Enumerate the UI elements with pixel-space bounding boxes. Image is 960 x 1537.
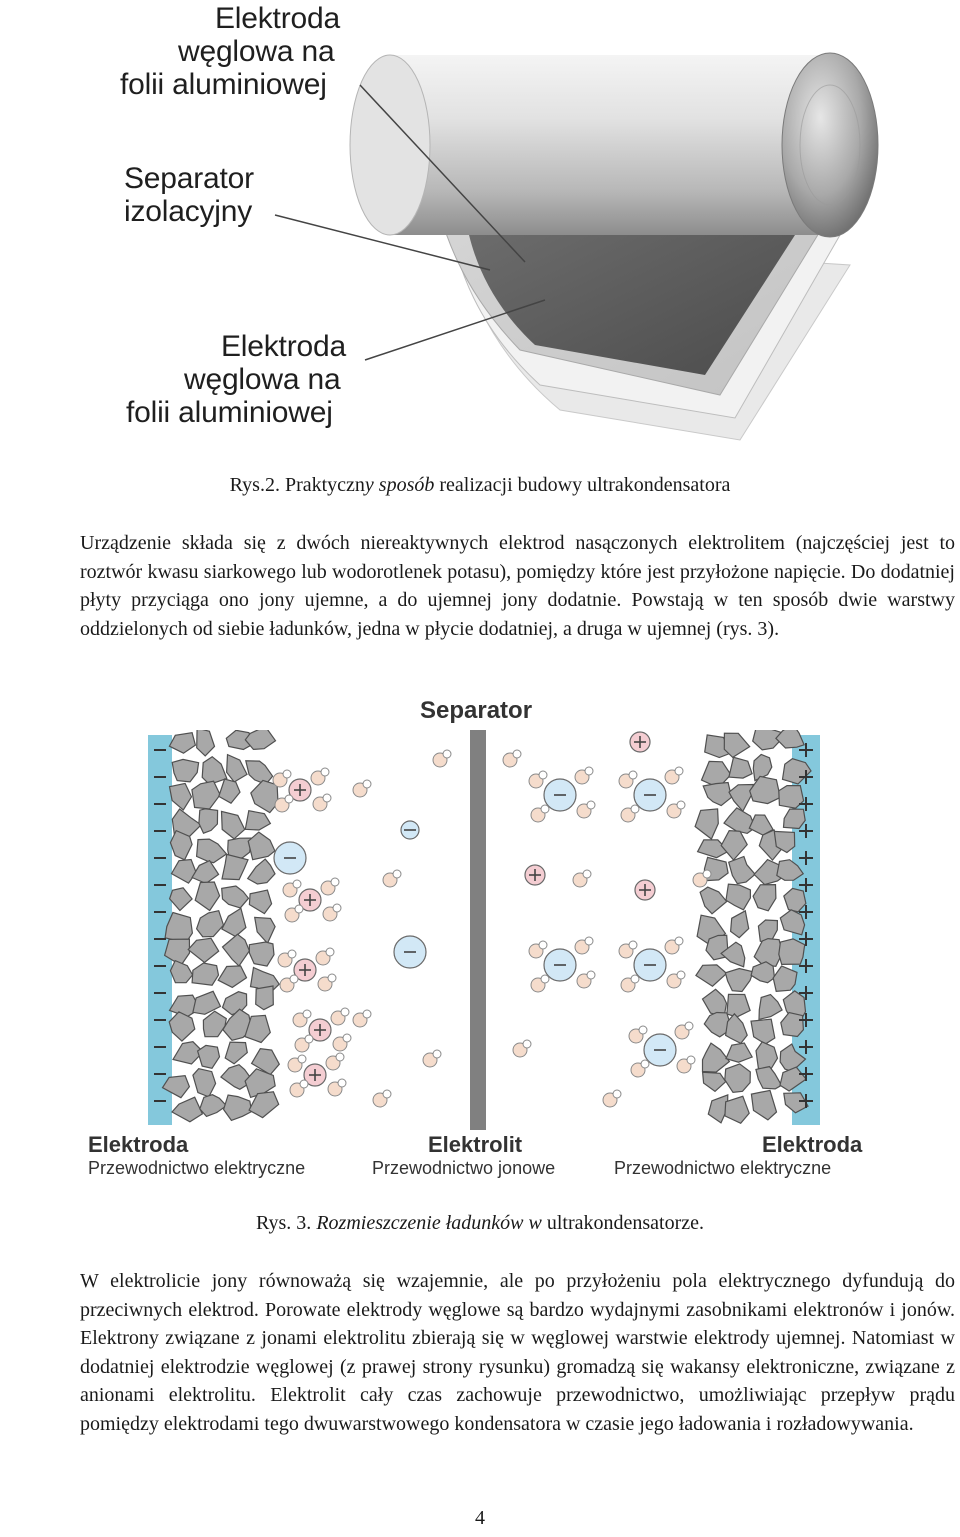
water-molecule	[383, 1090, 391, 1098]
carbon-particle-right	[759, 995, 782, 1020]
carbon-particle-right	[756, 1042, 778, 1070]
carbon-particle-left	[203, 1011, 226, 1036]
carbon-particle-right	[703, 1072, 726, 1091]
water-molecule	[583, 870, 591, 878]
separator-label: Separator	[420, 697, 533, 724]
water-molecule	[295, 905, 303, 913]
carbon-particle-right	[729, 857, 755, 884]
paragraph-intro	[5, 529, 955, 643]
carbon-particle-left	[249, 890, 271, 914]
water-molecule	[443, 750, 451, 758]
carbon-particle-left	[195, 882, 219, 911]
carbon-particle-right	[703, 783, 731, 806]
label-separator-line-2: izolacyjny	[124, 195, 253, 228]
water-molecule	[393, 870, 401, 878]
figure-2-caption	[0, 1212, 960, 1235]
water-molecule	[298, 1055, 306, 1063]
carbon-particle-right	[729, 757, 752, 778]
water-molecule	[331, 878, 339, 886]
paragraph-1-text: Urządzenie składa się z dwóch niereaktywnych elektrod nasączonych elektrolitem (najczęściej jest to roztwór kwasu siarkowego lub wodorotlenek potasu), pomiędzy które jest przyłożone napięcie. Do dodatniej płyty przyciąga ono jony ujemne, a do ujemnej jony dodatnie. Powstają w ten sposób dwie warstwy oddzielonych od siebie ładunków, jedna w płycie dodatniej, a druga w ujemnej (rys. 3).	[80, 532, 955, 640]
carbon-particle-left	[170, 961, 192, 983]
page-number: 4	[475, 1507, 485, 1529]
water-molecule	[539, 771, 547, 779]
carbon-particle-left	[218, 966, 246, 988]
carbon-particle-right	[729, 785, 753, 812]
carbon-particle-right	[751, 1019, 775, 1044]
carbon-particle-left	[193, 991, 221, 1014]
paragraph-electrolyte	[5, 1267, 955, 1439]
water-molecule	[293, 880, 301, 888]
carbon-particle-left	[197, 911, 224, 937]
water-molecule	[523, 1040, 531, 1048]
left-electrode-title: Elektroda	[88, 1132, 189, 1157]
carbon-particle-right	[779, 939, 805, 965]
carbon-particle-left	[172, 759, 198, 782]
caption-2-prefix: Rys. 3.	[255, 1212, 317, 1234]
water-molecule	[631, 805, 639, 813]
water-molecule	[541, 975, 549, 983]
carbon-particle-left	[255, 917, 275, 943]
water-molecule	[641, 1060, 649, 1068]
water-molecule	[323, 794, 331, 802]
carbon-particle-right	[727, 994, 750, 1017]
carbon-particle-right	[725, 1096, 749, 1123]
carbon-particle-left	[172, 1097, 202, 1122]
label-top-line-2: węglowa na	[178, 35, 335, 68]
carbon-particle-right	[695, 809, 718, 839]
carbon-particle-left	[197, 839, 227, 863]
carbon-particle-right	[726, 1043, 752, 1062]
water-molecule	[328, 974, 336, 982]
water-molecule	[333, 904, 341, 912]
carbon-particle-right	[724, 808, 755, 834]
carbon-particle-left	[256, 986, 274, 1010]
water-molecule	[341, 1008, 349, 1016]
water-molecule	[675, 767, 683, 775]
water-molecule	[677, 801, 685, 809]
water-molecule	[639, 1026, 647, 1034]
carbon-particle-left	[193, 1069, 216, 1097]
label-top-line-3: folii aluminiowej	[120, 68, 327, 101]
caption-2-italic: Rozmieszczenie ładunków w	[316, 1212, 542, 1234]
water-molecule	[687, 1056, 695, 1064]
carbon-particle-left	[170, 783, 192, 810]
carbon-particle-left	[224, 1095, 252, 1120]
water-molecule	[613, 1090, 621, 1098]
water-molecule	[338, 1079, 346, 1087]
caption-2-suffix: ultrakondensatorze.	[541, 1212, 705, 1234]
water-molecule	[629, 941, 637, 949]
carbon-particle-left	[219, 779, 240, 803]
water-molecule	[703, 870, 711, 878]
carbon-particle-left	[197, 730, 215, 756]
carbon-particle-right	[696, 965, 727, 986]
label-top-line-1: Elektroda	[215, 2, 340, 35]
water-molecule	[587, 801, 595, 809]
charge-distribution-diagram	[140, 730, 840, 1130]
water-molecule	[300, 1080, 308, 1088]
water-molecule	[285, 795, 293, 803]
carbon-particle-left	[202, 757, 227, 785]
water-molecule	[326, 948, 334, 956]
carbon-particle-left	[246, 761, 273, 785]
water-molecule	[541, 805, 549, 813]
water-molecule	[587, 971, 595, 979]
right-electrode-title: Elektroda	[762, 1132, 863, 1157]
label-top-electrode	[120, 2, 380, 101]
carbon-particle-left	[169, 1012, 195, 1041]
figure-charge-distribution	[140, 730, 840, 1130]
carbon-particle-left	[200, 1095, 227, 1117]
label-separator	[124, 162, 324, 228]
separator-bar	[470, 730, 486, 1130]
carbon-particle-right	[753, 885, 776, 911]
carbon-particle-right	[721, 831, 747, 860]
carbon-particle-left	[245, 811, 270, 830]
carbon-particle-right	[725, 1064, 751, 1093]
carbon-particle-right	[751, 1090, 776, 1120]
water-molecule	[513, 750, 521, 758]
figure-1-caption	[0, 474, 960, 497]
carbon-particle-left	[248, 832, 275, 860]
carbon-particle-right	[724, 733, 749, 757]
carbon-particle-left	[172, 860, 197, 884]
roll-end-cap	[782, 53, 878, 237]
carbon-particle-left	[199, 809, 218, 833]
label-bottom-line-1: Elektroda	[221, 330, 346, 363]
carbon-particle-left	[249, 942, 274, 966]
carbon-particle-right	[776, 730, 804, 748]
carbon-particle-left	[192, 963, 218, 985]
left-electrode-subtitle: Przewodnictwo elektryczne	[88, 1158, 306, 1178]
carbon-particle-left	[222, 854, 248, 879]
carbon-particle-right	[731, 911, 749, 938]
water-molecule	[539, 941, 547, 949]
water-molecule	[288, 950, 296, 958]
carbon-particle-right	[781, 1013, 804, 1037]
water-molecule	[585, 937, 593, 945]
water-molecule	[303, 1010, 311, 1018]
label-bottom-line-2: węglowa na	[184, 363, 341, 396]
electrolyte-title: Elektrolit	[428, 1132, 523, 1157]
carbon-particle-right	[726, 884, 750, 910]
carbon-particle-left	[223, 934, 250, 966]
water-molecule	[677, 971, 685, 979]
carbon-particle-left	[188, 938, 219, 962]
carbon-particle-right	[700, 887, 727, 914]
carbon-particle-left	[169, 733, 195, 754]
caption-1-italic: y sposób	[364, 474, 435, 496]
carbon-particle-right	[784, 809, 806, 829]
carbon-particle-right	[751, 962, 774, 983]
carbon-particle-left	[227, 755, 247, 782]
carbon-particle-left	[225, 1042, 247, 1064]
carbon-particle-left	[192, 781, 220, 809]
water-molecule	[433, 1050, 441, 1058]
water-molecule	[283, 770, 291, 778]
water-molecule	[336, 1053, 344, 1061]
carbon-particle-right	[756, 1067, 782, 1089]
label-separator-line-1: Separator	[124, 162, 254, 195]
electrolyte-subtitle: Przewodnictwo jonowe	[372, 1158, 556, 1178]
carbon-particle-left	[198, 1045, 220, 1068]
water-molecule	[321, 768, 329, 776]
label-bottom-line-3: folii aluminiowej	[126, 396, 333, 429]
carbon-particle-left	[222, 886, 249, 908]
carbon-particle-left	[170, 888, 193, 911]
carbon-particle-left	[222, 908, 246, 936]
water-molecule	[290, 975, 298, 983]
label-bottom-electrode	[126, 330, 386, 429]
water-molecule	[363, 780, 371, 788]
water-molecule	[629, 771, 637, 779]
carbon-particle-left	[248, 859, 275, 884]
carbon-particle-right	[703, 1043, 730, 1072]
carbon-particle-right	[754, 939, 782, 967]
water-molecule	[631, 975, 639, 983]
water-molecule	[305, 1035, 313, 1043]
roll-cylinder	[390, 55, 830, 235]
caption-1-suffix: realizacji budowy ultrakondensatora	[434, 474, 731, 496]
carbon-particle-right	[725, 969, 753, 992]
water-molecule	[363, 1010, 371, 1018]
water-molecule	[685, 1022, 693, 1030]
paragraph-2-text: W elektrolicie jony równoważą się wzajemnie, ale po przyłożeniu pola elektrycznego dyfundują do przeciwnych elektrod. Porowate elektrody węglowe są bardzo wydajnymi zasobnikami elektronów i jonów. Elektrony związane z jonami elektrolitu zbierają się w węglowej warstwie elektrody ujemnej. Natomiast w dodatniej elektrodzie węglowej (z prawej strony rysunku) gromadzą się wakansy elektroniczne, związane z anionami elektrolitu. Elektrolit cały czas zachowuje przewodnictwo, umożliwiając przepływ prądu pomiędzy elektrodami tego dwuwarstwowego kondensatora w czasie jego ładowania i rozładowywania.	[80, 1270, 955, 1435]
water-molecule	[585, 767, 593, 775]
carbon-particle-left	[192, 861, 219, 884]
carbon-particle-left	[222, 811, 245, 839]
caption-1-prefix: Rys.2. Praktyczn	[229, 474, 365, 496]
carbon-particle-left	[251, 780, 278, 812]
water-molecule	[343, 1034, 351, 1042]
water-molecule	[675, 937, 683, 945]
right-electrode-subtitle: Przewodnictwo elektryczne	[614, 1158, 832, 1178]
